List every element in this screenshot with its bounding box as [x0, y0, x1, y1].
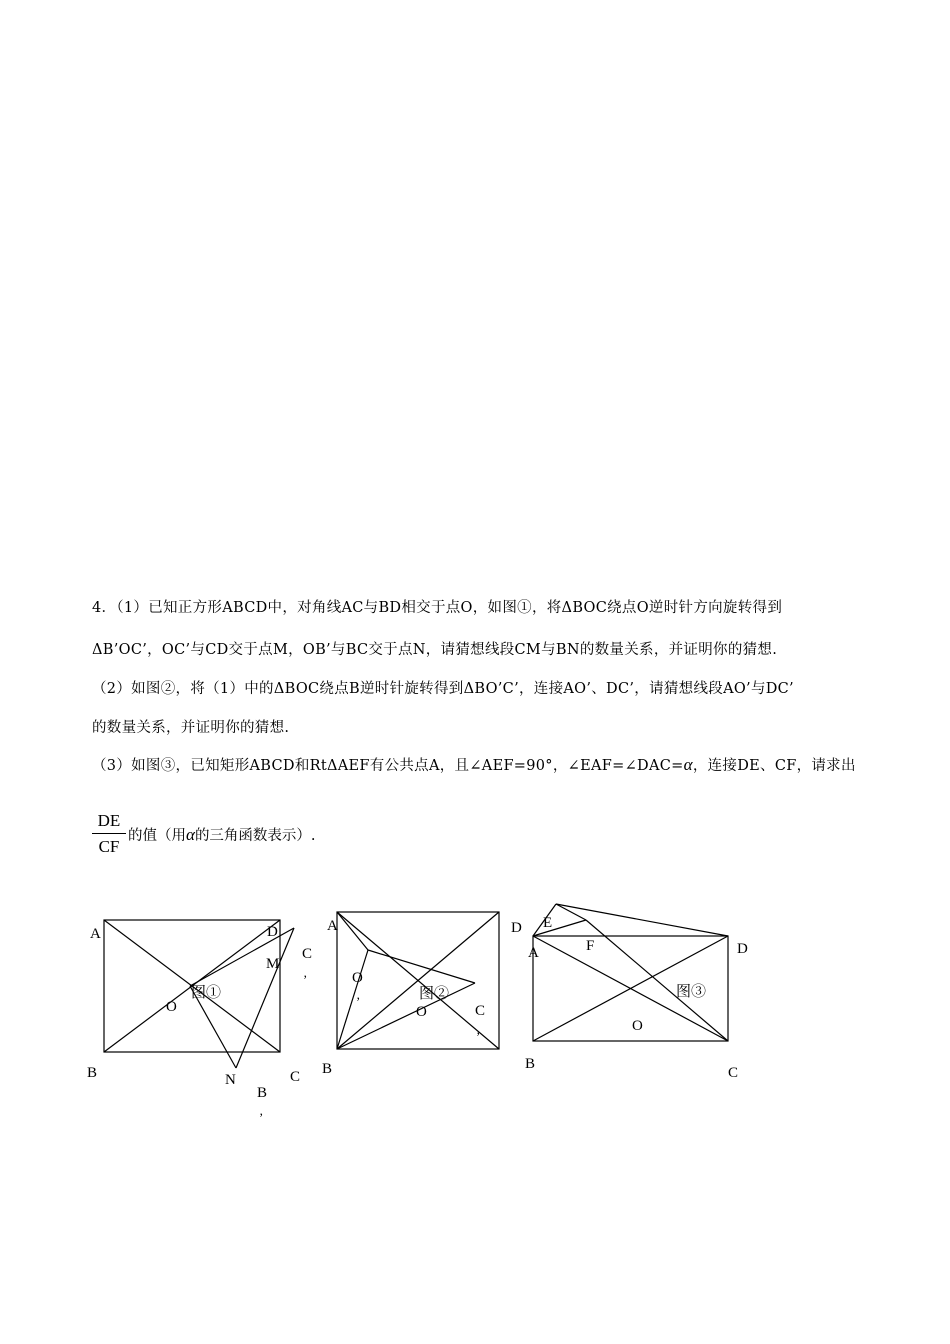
fig3-label-f: F — [586, 938, 595, 954]
fig3-caption: 图③ — [676, 984, 707, 1000]
problem-line-5-end: ，连接DE、CF，请求出 — [692, 758, 856, 774]
problem-line-6-end: 的三角函数表示）. — [194, 828, 316, 844]
problem-line-2: ΔB’OC’，OC’与CD交于点M，OB’与BC交于点N，请猜想线段CM与BN的数量关系，并证明你的猜想. — [92, 642, 778, 658]
fig1-label-c-prime-mark: ’ — [303, 972, 308, 987]
fig3-label-c: C — [728, 1065, 739, 1081]
fig2-segment-ao-prime — [337, 912, 368, 950]
fig1-label-b-prime: B — [257, 1085, 268, 1101]
problem-line-5-start: （3）如图③，已知矩形ABCD和RtΔAEF有公共点A，且∠AEF=90°，∠EAF=∠DAC= — [92, 758, 684, 774]
fig2-label-b: B — [322, 1061, 333, 1077]
fig2-segment-bo-prime — [337, 950, 368, 1049]
fig2-label-c-prime-mark: ’ — [476, 1029, 481, 1044]
fig3-label-d: D — [737, 941, 748, 957]
alpha-symbol-2: α — [186, 825, 195, 844]
fig2-label-c-prime: C — [475, 1003, 486, 1019]
fig1-caption: 图① — [191, 985, 222, 1001]
fig2-segment-bc-prime — [337, 983, 475, 1049]
fig2-label-a: A — [327, 918, 338, 934]
fig2-label-o-prime-mark: ’ — [356, 994, 361, 1009]
fig1-label-o: O — [166, 999, 177, 1015]
fig1-segment-c-prime-b-prime — [236, 928, 294, 1068]
fig2-caption: 图② — [419, 986, 450, 1002]
fig1-label-d: D — [267, 924, 278, 940]
fig1-label-b-prime-mark: ’ — [259, 1110, 264, 1125]
fig3-segment-cf — [586, 920, 728, 1041]
fig3-label-d-top: D — [511, 920, 522, 936]
fig3-label-o: O — [632, 1018, 643, 1034]
problem-line-3: （2）如图②，将（1）中的ΔBOC绕点B逆时针旋转得到ΔBO’C’，连接AO’、DC’，请猜想线段AO’与DC’ — [92, 681, 794, 697]
fig1-label-m: M — [266, 956, 280, 972]
alpha-symbol: α — [683, 755, 693, 774]
problem-line-1: 4．（1）已知正方形ABCD中，对角线AC与BD相交于点O，如图①，将ΔBOC绕点O逆时针方向旋转得到 — [92, 600, 783, 616]
fig1-label-b: B — [87, 1065, 98, 1081]
problem-line-4: 的数量关系，并证明你的猜想. — [92, 720, 290, 736]
fig1-label-a: A — [90, 926, 101, 942]
fig1-label-c-prime: C — [302, 946, 313, 962]
fig1-label-c: C — [290, 1069, 301, 1085]
figure-3 — [533, 904, 728, 1041]
fig2-label-o: O — [416, 1004, 427, 1020]
fig2-label-o-prime: O — [352, 970, 363, 986]
fig3-segment-af — [533, 920, 586, 936]
fraction-numerator: DE — [92, 810, 126, 834]
fig3-segment-de — [556, 904, 728, 936]
fig3-label-e: E — [543, 915, 553, 931]
fraction-denominator: CF — [98, 837, 120, 856]
fig1-label-n: N — [225, 1072, 236, 1088]
fig3-label-b: B — [525, 1056, 536, 1072]
fig3-label-a: A — [528, 945, 539, 961]
problem-line-6-start: 的值（用 — [128, 828, 186, 844]
